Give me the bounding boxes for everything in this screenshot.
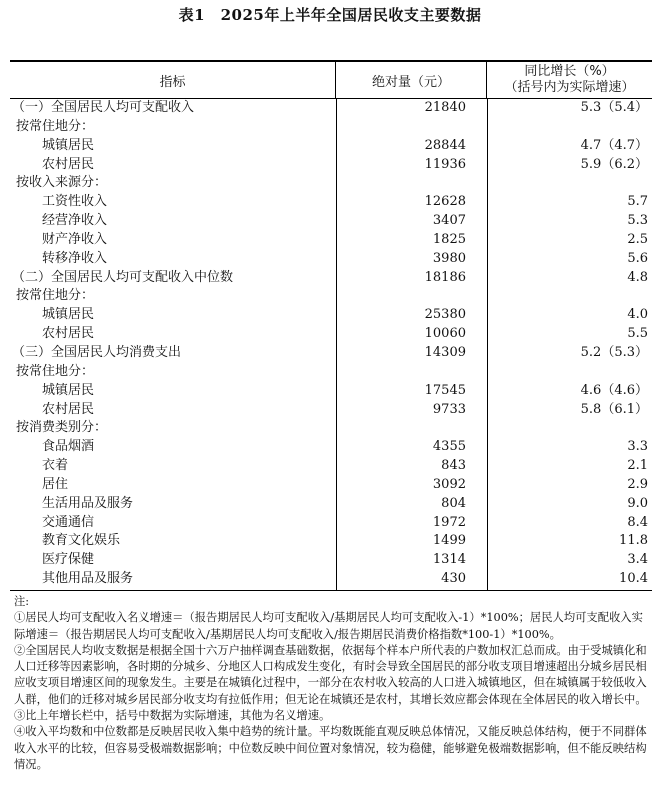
row-label: 工资性收入 (42, 194, 108, 210)
row-yoy-growth: 5.6 (627, 250, 648, 266)
row-label: 城镇居民 (42, 307, 95, 323)
row-yoy-growth: 2.5 (627, 231, 648, 247)
table-header (10, 62, 652, 99)
table-row (10, 325, 652, 344)
row-label: 按消费类别分： (16, 420, 108, 436)
table-row (10, 137, 652, 156)
row-yoy-growth: 3.4 (627, 552, 648, 568)
row-label: 农村居民 (42, 156, 95, 172)
row-label: 城镇居民 (42, 382, 95, 398)
row-label: 按常住地分： (16, 363, 95, 379)
row-label: （三）全国居民人均消费支出 (12, 344, 182, 360)
table-row (10, 250, 652, 269)
row-yoy-growth: 4.6（4.6） (580, 382, 648, 398)
row-absolute-value: 1314 (432, 552, 466, 568)
table-row (10, 419, 652, 438)
note-item: ①居民人均可支配收入名义增速＝（报告期居民人均可支配收入/基期居民人均可支配收入-1）*100%；居民人均可支配收入实际增速＝（报告期居民人均可支配收入/基期居民人均可支配收入/报告期居民消费价格指数*100-1）*100%。 (14, 611, 643, 641)
row-label: 生活用品及服务 (42, 495, 134, 511)
row-absolute-value: 10060 (424, 326, 466, 342)
table-row (10, 231, 652, 250)
row-yoy-growth: 5.3（5.4） (580, 100, 648, 115)
table-row (10, 363, 652, 382)
row-yoy-growth: 9.0 (627, 495, 648, 511)
row-label: 交通通信 (42, 514, 95, 530)
row-absolute-value: 17545 (424, 382, 466, 398)
table-row (10, 532, 652, 551)
note-item: ③比上年增长栏中，括号中数据为实际增速，其他为名义增速。 (14, 709, 331, 723)
row-yoy-growth: 5.2（5.3） (580, 344, 648, 360)
table-title: 表1 2025年上半年全国居民收支主要数据 (178, 6, 482, 24)
row-label: 经营净收入 (42, 213, 108, 229)
header-yoy-growth (487, 62, 652, 98)
table-row (10, 551, 652, 570)
row-absolute-value: 1825 (432, 231, 466, 247)
table-row (10, 99, 652, 118)
row-yoy-growth: 11.8 (619, 533, 648, 549)
table-row (10, 344, 652, 363)
table-row (10, 306, 652, 325)
row-label: 按常住地分： (16, 288, 95, 304)
table-row (10, 118, 652, 137)
table-row (10, 401, 652, 420)
notes-section (14, 594, 654, 773)
row-label: 其他用品及服务 (42, 571, 134, 587)
row-label: （一）全国居民人均可支配收入 (12, 100, 195, 115)
row-absolute-value: 3407 (432, 213, 466, 229)
row-label: 财产净收入 (42, 231, 108, 247)
row-absolute-value: 9733 (432, 401, 466, 417)
table-row (10, 156, 652, 175)
row-label: （二）全国居民人均可支配收入中位数 (12, 269, 234, 285)
row-absolute-value: 4355 (432, 439, 466, 455)
row-yoy-growth: 4.8 (627, 269, 648, 285)
row-label: 医疗保健 (42, 552, 95, 568)
header-yoy-growth-line2: （括号内为实际增速） (504, 80, 635, 95)
row-absolute-value: 14309 (424, 344, 466, 360)
table-row (10, 438, 652, 457)
row-label: 按收入来源分： (16, 175, 108, 191)
table-row (10, 287, 652, 306)
row-absolute-value: 18186 (424, 269, 466, 285)
row-yoy-growth: 5.9（6.2） (580, 156, 648, 172)
row-yoy-growth: 10.4 (619, 571, 648, 587)
table-body (10, 99, 652, 589)
row-label: 城镇居民 (42, 137, 95, 153)
row-label: 教育文化娱乐 (42, 533, 121, 549)
header-absolute-amount: 绝对量（元） (336, 62, 487, 98)
row-absolute-value: 1499 (432, 533, 466, 549)
table-row (10, 193, 652, 212)
table-bottom-rule (10, 590, 652, 591)
row-absolute-value: 3092 (432, 476, 466, 492)
row-absolute-value: 11936 (424, 156, 466, 172)
row-absolute-value: 3980 (432, 250, 466, 266)
table-row (10, 457, 652, 476)
row-yoy-growth: 5.5 (627, 326, 648, 342)
row-label: 农村居民 (42, 326, 95, 342)
table-row (10, 212, 652, 231)
row-yoy-growth: 4.7（4.7） (580, 137, 648, 153)
table-row (10, 382, 652, 401)
row-absolute-value: 843 (441, 458, 466, 474)
row-label: 食品烟酒 (42, 439, 95, 455)
row-absolute-value: 804 (441, 495, 466, 511)
row-label: 农村居民 (42, 401, 95, 417)
table-row (10, 476, 652, 495)
note-item: ④收入平均数和中位数都是反映居民收入集中趋势的统计量。平均数既能直观反映总体情况，又能反映总体结构，便于不同群体收入水平的比较，但容易受极端数据影响；中位数反映中间位置对象情况，较为稳健，能够避免极端数据影响，但不能反映结构情况。 (14, 725, 647, 771)
row-label: 按常住地分： (16, 118, 95, 134)
table-row (10, 495, 652, 514)
row-yoy-growth: 2.1 (627, 458, 648, 474)
row-yoy-growth: 5.3 (627, 213, 648, 229)
row-yoy-growth: 3.3 (627, 439, 648, 455)
table-row (10, 174, 652, 193)
table-row (10, 269, 652, 288)
table-row (10, 514, 652, 533)
row-absolute-value: 1972 (432, 514, 466, 530)
row-label: 衣着 (42, 458, 69, 474)
row-absolute-value: 21840 (424, 100, 466, 115)
row-yoy-growth: 5.8（6.1） (580, 401, 648, 417)
row-absolute-value: 430 (441, 571, 466, 587)
row-label: 转移净收入 (42, 250, 108, 266)
header-yoy-growth-line1: 同比增长（%） (524, 64, 615, 79)
row-yoy-growth: 2.9 (627, 476, 648, 492)
header-indicator: 指标 (10, 62, 336, 98)
table-row (10, 570, 652, 589)
row-label: 居住 (42, 476, 69, 492)
row-absolute-value: 25380 (424, 307, 466, 323)
row-yoy-growth: 4.0 (627, 307, 648, 323)
notes-label: 注: (14, 595, 30, 608)
note-item: ②全国居民人均收支数据是根据全国十六万户抽样调查基础数据，依据每个样本户所代表的户数加权汇总而成。由于受城镇化和人口迁移等因素影响，各时期的分城乡、分地区人口构成发生变化，有时会导致全国居民的部分收支项目增速超出分城乡居民相应收支项目增速区间的现象发生。主要是在城镇化过程中，一部分在农村收入较高的人口进入城镇地区，但在城镇属于较低收入人群，他们的迁移对城乡居民部分收支均有拉低作用；但无论在城镇还是农村，其增长效应都会体现在全体居民的收入增长中。 (14, 643, 647, 706)
row-yoy-growth: 8.4 (627, 514, 648, 530)
row-yoy-growth: 5.7 (627, 194, 648, 210)
row-absolute-value: 28844 (424, 137, 466, 153)
row-absolute-value: 12628 (424, 194, 466, 210)
